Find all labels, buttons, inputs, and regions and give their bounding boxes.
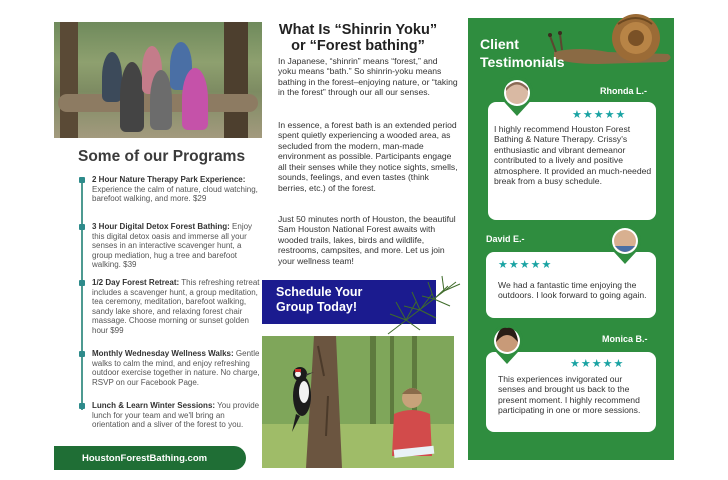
avatar	[490, 324, 524, 364]
about-paragraph: In Japanese, “shinrin” means “forest,” and yoku means “bath.” So shinrin-yoku means bathing in the forest–enjoying nature, or “taking in the forest” through our all our senses.	[278, 56, 458, 98]
bullet-icon	[79, 177, 85, 183]
about-title	[262, 22, 454, 54]
website-link[interactable]: HoustonForestBathing.com	[54, 446, 246, 470]
forest-photo	[262, 336, 454, 468]
testimonial-card	[486, 352, 656, 432]
program-item	[92, 278, 260, 336]
testimonial-text: This experiences invigorated our senses and brought us back to the present moment. I highly recommend participating in one or more sessions.	[498, 374, 641, 416]
pine-branch-icon	[386, 272, 464, 338]
program-item	[92, 175, 260, 204]
timeline-line	[81, 180, 83, 410]
programs-panel	[54, 22, 262, 472]
program-title: 2 Hour Nature Therapy Park Experience:	[92, 175, 246, 184]
program-desc: Experience the calm of nature, cloud watching, barefoot walking, and more. $29	[92, 184, 258, 204]
program-desc: Gentle walks to calm the mind, and enjoy refreshing outdoor exercise together in nature. No charge, RSVP on our Facebook Page.	[92, 349, 260, 387]
program-desc: You provide lunch for your team and we'll bring an orientation and a sliver of the forest to you.	[92, 401, 260, 430]
about-paragraph: Just 50 minutes north of Houston, the beautiful Sam Houston National Forest awaits with wooded trails, lakes, birds and wildlife, restrooms, campsites, and more. Let us join your wellness team!	[278, 214, 456, 266]
program-desc: Enjoy this digital detox oasis and immerse all your senses in an interactive scavenger hunt, a group mediation, hug a tree and barefoot walking. $39	[92, 222, 253, 270]
program-title: 1/2 Day Forest Retreat:	[92, 278, 180, 287]
about-title-line1: What Is “Shinrin Yoku”	[278, 22, 438, 38]
testimonials-title-line2: Testimonials	[480, 53, 565, 70]
program-desc: This refreshing retreat includes a scavenger hunt, a group meditation, tea ceremony, meditation, barefoot walking, sandy lake shore, and relaxing forest chair massage. Choose morning or sunset golden hour $99	[92, 278, 260, 335]
reviewer-name: Rhonda L.-	[600, 86, 647, 96]
avatar	[500, 76, 534, 116]
program-title: Monthly Wednesday Wellness Walks:	[92, 349, 234, 358]
program-item	[92, 222, 260, 270]
schedule-line2: Group Today!	[276, 300, 358, 314]
program-item	[92, 401, 260, 430]
testimonials-title	[480, 36, 565, 71]
about-paragraph: In essence, a forest bath is an extended period spent quietly experiencing a wooded area, as secluded from the modern, man-made environment as possible. Participants engage all their senses while they notice sights, smells, sounds, feelings, and even tastes (think berries, etc.) of the forest.	[278, 120, 458, 193]
testimonials-title-line1: Client	[480, 36, 519, 52]
program-title: Lunch & Learn Winter Sessions:	[92, 401, 216, 410]
bullet-icon	[79, 224, 85, 230]
program-title: 3 Hour Digital Detox Forest Bathing:	[92, 222, 230, 231]
testimonial-card	[488, 102, 656, 220]
bullet-icon	[79, 351, 85, 357]
testimonial-text: We had a fantastic time enjoying the outdoors. I look forward to going again.	[498, 280, 647, 301]
reviewer-name: David E.-	[486, 234, 525, 244]
testimonial-text: I highly recommend Houston Forest Bathing & Nature Therapy. Crissy's enthusiastic and vibrant demeanor contributed to a lively and positive atmosphere. It provided an much-needed break from a busy schedule.	[494, 124, 652, 187]
bullet-icon	[79, 280, 85, 286]
about-panel	[262, 18, 462, 468]
star-rating-icon: ★★★★★	[498, 259, 553, 271]
reviewer-name: Monica B.-	[602, 334, 648, 344]
program-item	[92, 349, 260, 387]
woodpecker-and-guide-image	[262, 336, 454, 468]
star-rating-icon: ★★★★★	[572, 109, 627, 121]
group-photo	[54, 22, 262, 138]
programs-heading: Some of our Programs	[78, 148, 246, 165]
about-title-line2: or “Forest bathing”	[291, 38, 425, 55]
bullet-icon	[79, 403, 85, 409]
schedule-line1: Schedule Your	[276, 285, 363, 299]
star-rating-icon: ★★★★★	[570, 358, 625, 370]
avatar	[608, 224, 642, 264]
snail-icon	[548, 8, 678, 72]
testimonials-panel	[468, 18, 674, 460]
